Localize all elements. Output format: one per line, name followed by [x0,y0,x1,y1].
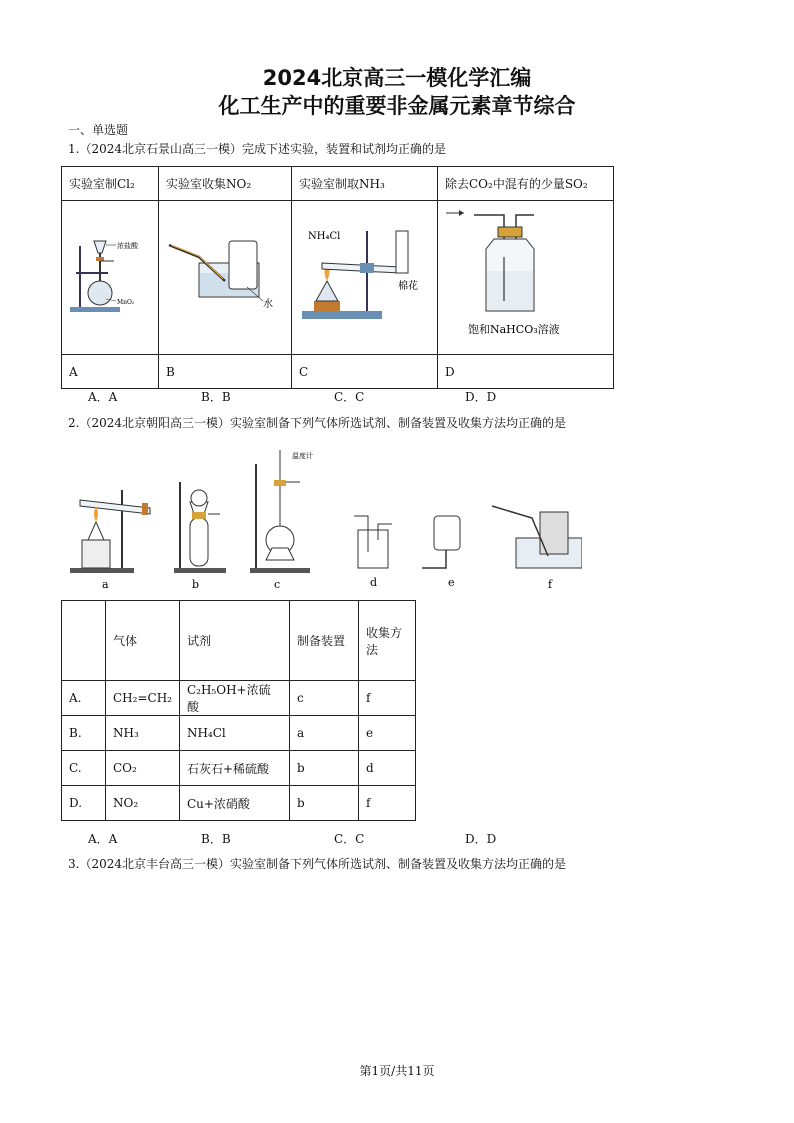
q1-apparatus-b [159,201,292,355]
q1-letter-a: A [62,355,159,389]
q2-header-empty [62,601,106,681]
q1-header-a: 实验室制Cl₂ [62,167,159,201]
question-2-stem: 2.（2024北京朝阳高三一模）实验室制备下列气体所选试剂、制备装置及收集方法均正确的是 [68,416,566,430]
q1-apparatus-d [438,201,614,355]
q2-row-a-apparatus: c [289,681,358,716]
apparatus-label-f: f [548,578,553,591]
apparatus-label-e: e [448,576,455,589]
gas-washing-bottle-diagram [438,201,613,351]
q2-row-c-label: C. [62,751,106,786]
label-cotton: 棉花 [398,281,418,292]
label-water: 水 [263,299,273,310]
q1-apparatus-c [292,201,438,355]
q2-row-a-collection: f [358,681,415,716]
table-row [62,751,416,786]
q2-option-a[interactable]: A．A [88,832,118,846]
q2-row-d-collection: f [358,786,415,821]
no2-collection-diagram [159,201,291,351]
q2-row-a-label: A. [62,681,106,716]
label-nahco3-solution: 饱和NaHCO₃溶液 [468,323,560,336]
question-3-stem: 3.（2024北京丰台高三一模）实验室制备下列气体所选试剂、制备装置及收集方法均正确的是 [68,857,566,871]
question-1-table [61,166,614,389]
section-heading: 一、单选题 [68,123,129,137]
q2-row-a-gas: CH₂=CH₂ [106,681,180,716]
q2-row-c-apparatus: b [289,751,358,786]
apparatus-label-b: b [192,578,200,591]
q2-header-collection: 收集方法 [358,601,415,681]
q1-letter-c: C [292,355,438,389]
q1-option-a[interactable]: A．A [88,390,118,404]
q1-option-d[interactable]: D．D [465,390,497,404]
thermometer-label: 温度计 [292,452,313,460]
apparatus-label-a: a [102,578,109,591]
table-row [62,681,416,716]
q2-row-b-collection: e [358,716,415,751]
q2-row-c-collection: d [358,751,415,786]
document-title-line2: 化工生产中的重要非金属元素章节综合 [218,94,576,118]
q2-row-b-label: B. [62,716,106,751]
page-footer: 第1页/共11页 [359,1064,435,1078]
q2-row-b-reagent: NH₄Cl [179,716,289,751]
q2-row-c-reagent: 石灰石+稀硫酸 [179,751,289,786]
table-row [62,716,416,751]
document-title-line1: 2024北京高三一模化学汇编 [262,66,532,90]
q2-row-d-reagent: Cu+浓硝酸 [179,786,289,821]
q1-header-c: 实验室制取NH₃ [292,167,438,201]
q2-header-apparatus: 制备装置 [289,601,358,681]
q2-option-b[interactable]: B．B [201,832,231,846]
question-2-apparatus-figure [62,440,582,595]
label-nh4cl: NH₄Cl [308,231,341,242]
apparatus-label-c: c [274,578,281,591]
q1-header-d: 除去CO₂中混有的少量SO₂ [438,167,614,201]
question-1-stem: 1.（2024北京石景山高三一模）完成下述实验，装置和试剂均正确的是 [68,142,446,156]
q1-header-b: 实验室收集NO₂ [159,167,292,201]
q1-apparatus-a [62,201,159,355]
question-2-table [61,600,416,821]
label-conc-hcl: 浓盐酸 [117,242,138,250]
q1-option-b[interactable]: B．B [201,390,231,404]
q2-row-c-gas: CO₂ [106,751,180,786]
q2-row-b-gas: NH₃ [106,716,180,751]
chlorine-generator-diagram [62,201,158,351]
q2-row-b-apparatus: a [289,716,358,751]
q2-row-a-reagent: C₂H₅OH+浓硫酸 [179,681,289,716]
q1-option-c[interactable]: C．C [334,390,365,404]
apparatus-label-d: d [370,576,378,589]
q2-row-d-label: D. [62,786,106,821]
label-mno2: MnO₂ [117,299,135,306]
q2-header-gas: 气体 [106,601,180,681]
ammonia-preparation-diagram [292,201,437,351]
q2-row-d-gas: NO₂ [106,786,180,821]
q1-letter-b: B [159,355,292,389]
q2-option-c[interactable]: C．C [334,832,365,846]
q1-letter-d: D [438,355,614,389]
q2-header-reagent: 试剂 [179,601,289,681]
q2-option-d[interactable]: D．D [465,832,497,846]
table-row [62,786,416,821]
q2-row-d-apparatus: b [289,786,358,821]
